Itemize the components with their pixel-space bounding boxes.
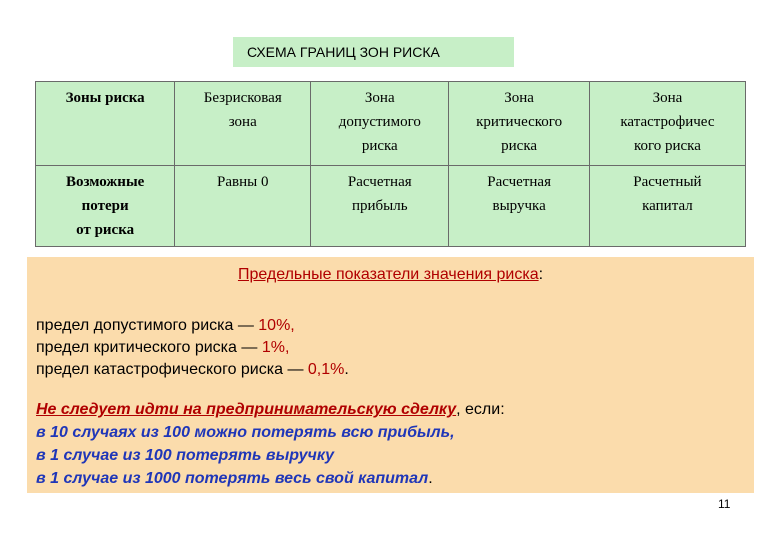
cell-critical-zone: Зона критического риска <box>449 82 589 166</box>
table-row-zones <box>36 82 746 166</box>
limits-heading <box>27 266 754 284</box>
cell-riskless-zone: Безрисковая зона <box>175 82 311 166</box>
cell-losses-header: Возможные потери от риска <box>36 166 175 247</box>
cell-losses-capital: Расчетный капитал <box>589 166 745 247</box>
deal-warning-line-last <box>36 467 505 490</box>
deal-warning-heading <box>36 398 505 421</box>
page-number: 11 <box>718 497 731 511</box>
deal-warning-line-text: в 1 случае из 1000 потерять весь свой капитал <box>36 470 429 487</box>
cell-losses-revenue: Расчетная выручка <box>449 166 589 247</box>
cell-catastrophic-zone: Зона катастрофичес кого риска <box>589 82 745 166</box>
limit-item-catastrophic <box>36 359 349 381</box>
deal-warning-heading-text: Не следует идти на предпринимательскую сделку <box>36 401 457 418</box>
deal-warning-end: . <box>428 470 433 487</box>
cell-losses-profit: Расчетная прибыль <box>311 166 449 247</box>
cell-zones-header: Зоны риска <box>36 82 175 166</box>
limit-item-value: 0,1% <box>307 361 345 378</box>
limit-item-value: 1%, <box>261 339 290 356</box>
cell-losses-zero: Равны 0 <box>175 166 311 247</box>
slide-title-text: СХЕМА ГРАНИЦ ЗОН РИСКА <box>247 44 440 60</box>
limit-item-end: . <box>344 361 349 378</box>
limit-item-text: предел критического риска — <box>36 339 262 356</box>
limit-item-critical <box>36 337 349 359</box>
deal-warning-line: в 1 случае из 100 потерять выручку <box>36 447 335 464</box>
table-row-losses <box>36 166 746 247</box>
limit-item-text: предел допустимого риска — <box>36 317 259 334</box>
limits-heading-suffix: : <box>538 266 544 283</box>
limit-item-text: предел катастрофического риска — <box>36 361 308 378</box>
limits-heading-text: Предельные показатели значения риска <box>237 266 539 283</box>
deal-warning-line: в 10 случаях из 100 можно потерять всю прибыль, <box>36 424 455 441</box>
slide-title <box>233 37 514 67</box>
risk-zones-table <box>35 81 746 247</box>
limit-item-acceptable <box>36 315 349 337</box>
deal-warning-suffix: , если: <box>456 401 505 418</box>
limits-panel <box>27 257 754 493</box>
cell-acceptable-zone: Зона допустимого риска <box>311 82 449 166</box>
limit-item-value: 10%, <box>258 317 295 334</box>
limits-list <box>36 315 349 381</box>
deal-warning <box>36 398 505 490</box>
